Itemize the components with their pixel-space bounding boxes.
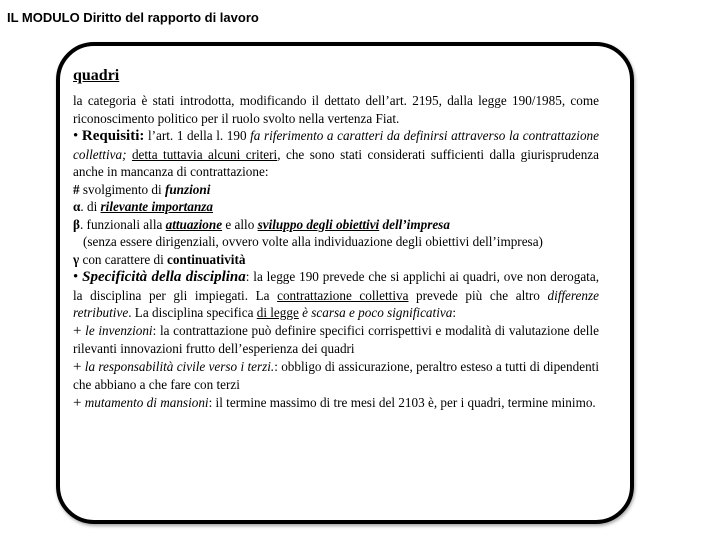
criterion-beta: β. funzionali alla attuazione e allo sviluppo degli obiettivi dell’impresa bbox=[73, 216, 450, 232]
gamma-symbol: γ bbox=[73, 251, 80, 267]
intro-paragraph: la categoria è stati introdotta, modificando il dettato dell’art. 2195, dalla legge 190/1985, come riconoscimento politico per il ruolo svolto nella vertenza Fiat. bbox=[73, 93, 599, 126]
hash-symbol: # bbox=[73, 181, 80, 197]
bullet-icon: • bbox=[73, 269, 79, 285]
parenthetical-note: (senza essere dirigenziali, ovvero volte alla individuazione degli obiettivi dell’impresa) bbox=[83, 234, 543, 249]
plus-icon: + bbox=[73, 358, 82, 375]
bullet-icon: • bbox=[73, 128, 79, 144]
beta-symbol: β bbox=[73, 216, 80, 232]
criterion-funzioni: # svolgimento di funzioni bbox=[73, 181, 211, 197]
specificita-paragraph: • Specificità della disciplina: la legge 190 prevede che si applichi ai quadri, ove non derogata, la disciplina per gli impiegati. La contrattazione collettiva prevede più che altro differenze retributive. La disciplina specifica di legge è scarsa e poco significativa: bbox=[73, 269, 600, 320]
slide-title: IL MODULO Diritto del rapporto di lavoro bbox=[7, 10, 259, 25]
section-heading: quadri bbox=[73, 67, 120, 84]
requisiti-label: Requisiti: bbox=[81, 128, 145, 144]
alpha-symbol: α bbox=[73, 199, 81, 214]
responsabilita-paragraph: + la responsabilità civile verso i terzi.: obbligo di assicurazione, peraltro esteso a tutti di dipendenti che abbiano a che fare con terzi bbox=[73, 358, 599, 392]
document-body bbox=[73, 66, 599, 412]
plus-icon: + bbox=[73, 394, 82, 411]
criterion-gamma: γ con carattere di continuatività bbox=[73, 251, 246, 267]
invenzioni-paragraph: + le invenzioni: la contrattazione può definire specifici corrispettivi e modalità di valutazione delle rilevanti innovazioni frutto dell’esperienza dei quadri bbox=[73, 322, 599, 356]
criterion-alpha: α. di rilevante importanza bbox=[73, 199, 213, 214]
specificita-label: Specificità della disciplina bbox=[82, 269, 246, 285]
requisiti-paragraph: • Requisiti: l’art. 1 della l. 190 fa riferimento a caratteri da definirsi attraverso la contrattazione collettiva; detta tuttavia alcuni criteri, che sono stati considerati sufficienti dalla giurisprudenza anche in mancanza di contrattazione: bbox=[73, 128, 599, 179]
mansioni-paragraph: + mutamento di mansioni: il termine massimo di tre mesi del 2103 è, per i quadri, termine minimo. bbox=[73, 394, 596, 411]
plus-icon: + bbox=[73, 322, 82, 339]
